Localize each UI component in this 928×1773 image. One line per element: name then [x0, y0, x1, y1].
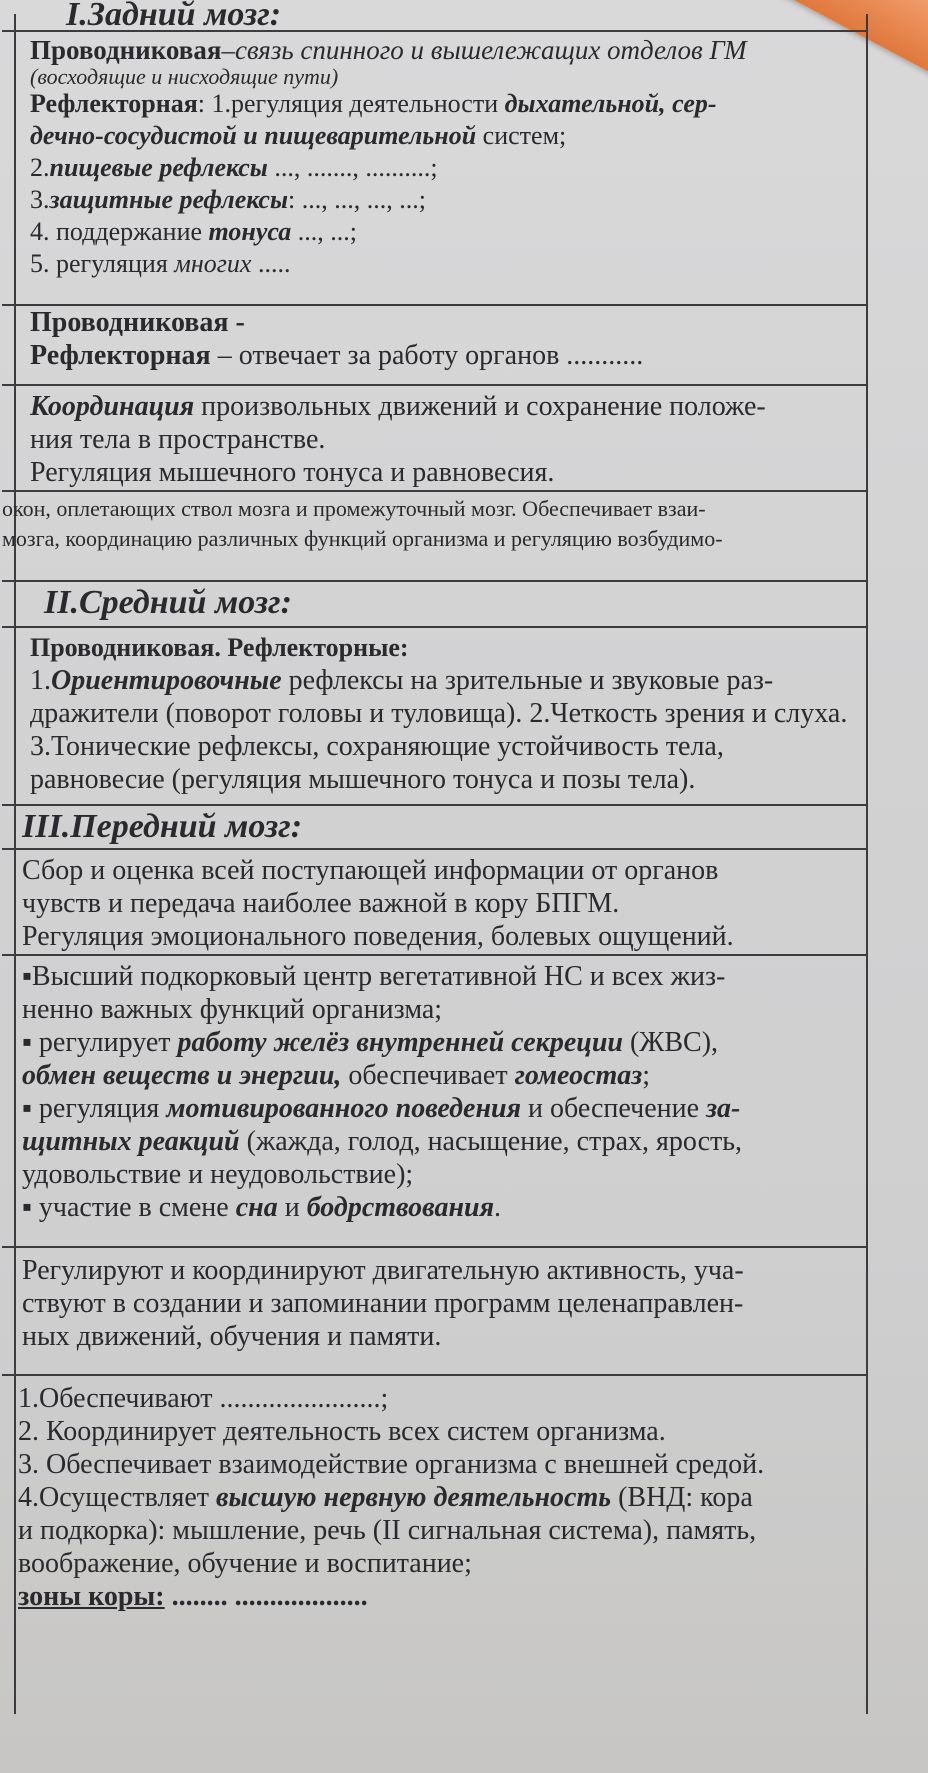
- cerebellum-line-3: Регуляция мышечного тонуса и равновесия.: [30, 457, 555, 488]
- cortex-hnd: высшую нервную деятельность: [216, 1482, 612, 1513]
- midbrain-line-1: рефлексы на зрительные и звуковые раз-: [281, 665, 774, 696]
- midbrain-num-1: 1.: [30, 665, 51, 696]
- medulla-refl-1-systems-2: дечно-сосудистой и пищеварительной: [30, 121, 477, 150]
- pons-cond: Проводниковая -: [30, 307, 245, 338]
- basal-line-1: Регулируют и координируют двигательную активность, уча-: [22, 1255, 744, 1286]
- hypothalamus-motivated: мотивированного поведения: [166, 1093, 522, 1124]
- hypothalamus-homeostasis: гомеостаз: [514, 1060, 643, 1091]
- row-divider: [2, 848, 868, 850]
- medulla-refl-label: Рефлекторная: [30, 89, 198, 118]
- thalamus-cell: [22, 854, 860, 953]
- hypothalamus-l8-c: и: [277, 1192, 307, 1223]
- row-divider: [2, 580, 868, 582]
- hypothalamus-line-2: ненно важных функций организма;: [22, 994, 443, 1025]
- cortex-line-1: 1.Обеспечивают .......................;: [18, 1383, 389, 1414]
- hypothalamus-l5-a: ▪ регуляция: [22, 1093, 167, 1124]
- reticular-cell: [2, 494, 723, 554]
- hypothalamus-cell: [22, 960, 860, 1224]
- pons-refl-text: – отвечает за работу органов ...........: [210, 340, 644, 371]
- medulla-refl-4-label: тонуса: [208, 217, 292, 246]
- pons-cell: [30, 306, 860, 372]
- cerebellum-cell: [30, 390, 860, 489]
- medulla-refl-1: : 1.регуляция деятельности: [197, 89, 505, 118]
- cortex-cell: [18, 1382, 860, 1613]
- medulla-refl-1-end: систем;: [476, 121, 567, 150]
- medulla-refl-3-label: защитные рефлексы: [49, 185, 289, 214]
- thalamus-line-3: Регуляция эмоционального поведения, болевых ощущений.: [22, 921, 734, 952]
- midbrain-cell: [30, 632, 860, 796]
- row-divider: [2, 1374, 868, 1376]
- medulla-cond-text: –связь спинного и вышележащих отделов ГМ: [221, 35, 747, 65]
- row-divider: [2, 1246, 868, 1248]
- cortex-l4-c: (ВНД: кора: [611, 1482, 753, 1513]
- hypothalamus-l3-a: ▪ регулирует: [22, 1027, 178, 1058]
- cortex-line-6: воображение, обучение и воспитание;: [18, 1548, 472, 1579]
- basal-line-2: ствуют в создании и запоминании программ целенаправлен-: [22, 1288, 744, 1319]
- medulla-cond-sub: (восходящие и нисходящие пути): [30, 64, 339, 89]
- basal-cell: [22, 1254, 860, 1353]
- cortex-line-5: и подкорка): мышление, речь (II сигнальная система), память,: [18, 1515, 757, 1546]
- hypothalamus-line-1: ▪Высший подкорковый центр вегетативной НС и всех жиз-: [22, 961, 726, 992]
- hypothalamus-l4-b: обеспечивает: [341, 1060, 515, 1091]
- cortex-line-3: 3. Обеспечивает взаимодействие организма с внешней средой.: [18, 1449, 765, 1480]
- hypothalamus-metabolism: обмен веществ и энергии,: [22, 1060, 342, 1091]
- medulla-cond-label: Проводниковая: [30, 35, 222, 65]
- row-divider: [2, 626, 868, 628]
- row-divider: [2, 954, 868, 956]
- hypothalamus-l4-d: ;: [642, 1060, 650, 1091]
- thalamus-line-1: Сбор и оценка всей поступающей информации от органов: [22, 855, 719, 886]
- hypothalamus-l8-e: .: [494, 1192, 502, 1223]
- medulla-refl-3-blanks: : ..., ..., ..., ...;: [288, 185, 426, 214]
- medulla-cell: [30, 34, 860, 280]
- hypothalamus-wakefulness: бодрствования: [306, 1192, 495, 1223]
- medulla-refl-1-systems: дыхательной, сер-: [504, 89, 717, 118]
- basal-line-3: ных движений, обучения и памяти.: [22, 1321, 442, 1352]
- medulla-refl-5-blanks: .....: [251, 249, 291, 278]
- hypothalamus-l6-b: (жажда, голод, насыщение, страх, ярость,: [239, 1126, 743, 1157]
- medulla-refl-2-label: пищевые рефлексы: [49, 153, 268, 182]
- medulla-refl-2-num: 2.: [30, 153, 50, 182]
- row-divider: [2, 490, 868, 492]
- hypothalamus-sleep: сна: [235, 1192, 278, 1223]
- thalamus-line-2: чувств и передача наиболее важной в кору БПГМ.: [22, 888, 620, 919]
- midbrain-orienting: Ориентировочные: [51, 665, 282, 696]
- cortex-line-2: 2. Координирует деятельность всех систем организма.: [18, 1416, 666, 1447]
- section-forebrain-title: III.Передний мозг:: [22, 808, 303, 845]
- cerebellum-line-2: ния тела в пространстве.: [30, 424, 326, 455]
- reticular-line-1: окон, оплетающих ствол мозга и промежуточный мозг. Обеспечивает взаи-: [2, 496, 706, 521]
- section-midbrain-title: II.Средний мозг:: [44, 584, 292, 621]
- hypothalamus-l5-d: за-: [706, 1093, 741, 1124]
- midbrain-title: Проводниковая. Рефлекторные:: [30, 633, 409, 662]
- cortex-zones-label: зоны коры:: [18, 1581, 165, 1612]
- medulla-refl-5-label: многих: [174, 249, 252, 278]
- cortex-l4-a: 4.Осуществляет: [18, 1482, 216, 1513]
- hypothalamus-protective: щитных реакций: [22, 1126, 240, 1157]
- pons-refl-label: Рефлекторная: [30, 340, 211, 371]
- medulla-refl-4-num: 4. поддержание: [30, 217, 209, 246]
- medulla-refl-2-blanks: ..., ......., ..........;: [267, 153, 438, 182]
- hypothalamus-l3-c: (ЖВС),: [622, 1027, 719, 1058]
- hypothalamus-l5-c: и обеспечение: [521, 1093, 707, 1124]
- midbrain-line-3: 3.Тонические рефлексы, сохраняющие устойчивость тела,: [30, 731, 724, 762]
- row-divider: [2, 384, 868, 386]
- section-hind-brain-title: I.Задний мозг:: [66, 0, 282, 33]
- row-divider: [2, 804, 868, 806]
- midbrain-line-4: равновесие (регуляция мышечного тонуса и позы тела).: [30, 764, 696, 795]
- hypothalamus-l8-a: ▪ участие в смене: [22, 1192, 236, 1223]
- hypothalamus-glands: работу желёз внутренней секреции: [177, 1027, 623, 1058]
- medulla-refl-3-num: 3.: [30, 185, 50, 214]
- brain-functions-table: [2, 0, 868, 1714]
- cerebellum-coordination: Координация: [30, 391, 195, 422]
- medulla-refl-5-num: 5. регуляция: [30, 249, 175, 278]
- row-divider: [2, 30, 868, 32]
- reticular-line-2: мозга, координацию различных функций организма и регуляцию возбудимо-: [2, 526, 723, 551]
- medulla-refl-4-blanks: ..., ...;: [291, 217, 358, 246]
- midbrain-line-2: дражители (поворот головы и туловища). 2.Четкость зрения и слуха.: [30, 698, 848, 729]
- cortex-zones-blanks: ........ ...................: [164, 1581, 368, 1612]
- cerebellum-line-1: произвольных движений и сохранение положе-: [194, 391, 766, 422]
- hypothalamus-line-7: удовольствие и неудовольствие);: [22, 1159, 414, 1190]
